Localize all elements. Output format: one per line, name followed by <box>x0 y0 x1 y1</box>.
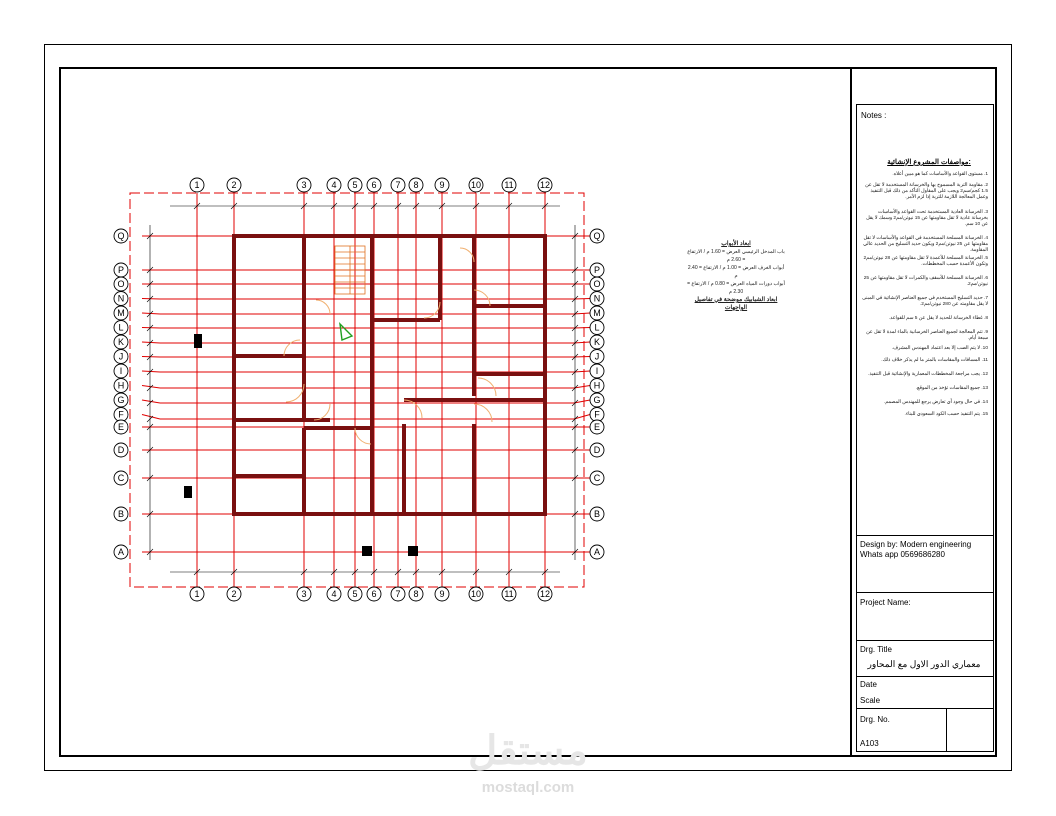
grid-bubble-top-label: 7 <box>395 180 401 191</box>
column-symbol <box>408 546 418 556</box>
entry-marker <box>340 324 352 340</box>
grid-bubble-top-label: 6 <box>371 180 377 191</box>
grid-bubble-left-label: C <box>117 473 125 484</box>
note-item: 2. مقاومة التربة المسموح بها والخرسانة المستخدمة لا تقل عن 1.5 كجم/سم2 ويجب على المقاول التأكد من ذلك قبل التنفيذ وعمل المعالجة اللازمة للتربة إذا لزم الأمر. <box>865 183 988 200</box>
note-item: 4. الخرسانة المسلحة المستخدمة في القواعد والأساسات لا تقل مقاومتها عن 25 نيوتن/مم2 ويكون حديد التسليح من الحديد عالي المقاومة. <box>863 236 988 253</box>
grid-bubble-right-label: I <box>595 366 599 377</box>
project-name-label: Project Name: <box>860 598 911 607</box>
grid-bubble-right-label: J <box>594 351 600 362</box>
note-item: 10. لا يتم الصب إلا بعد اعتماد المهندس المشرف. <box>891 346 988 351</box>
grid-bubble-right-label: L <box>594 322 600 333</box>
legend-line: أبواب دورات المياه العرض = 0.80 م / الارتفاع = 2.30 م <box>687 281 785 295</box>
note-item: 8. غطاء الخرسانة للحديد لا يقل عن 5 سم للقواعد. <box>888 316 988 321</box>
grid-bubble-bottom-label: 5 <box>352 589 358 600</box>
grid-leader <box>142 400 160 403</box>
grid-leader <box>574 328 590 329</box>
grid-bubble-top-label: 11 <box>504 180 514 191</box>
legend-line: أبواب الغرف العرض = 1.00 م / الارتفاع = 2.40 م <box>687 265 785 279</box>
door-swing <box>286 384 304 402</box>
grid-leader <box>574 299 590 300</box>
grid-bubble-bottom-label: 1 <box>194 589 200 600</box>
column-symbol <box>194 334 202 348</box>
grid-bubble-left-label: I <box>119 366 123 377</box>
note-item: 13. جميع المقاسات تؤخذ من الموقع. <box>915 386 988 391</box>
grid-bubble-right-label: E <box>593 422 601 433</box>
grid-bubble-right-label: P <box>593 265 601 276</box>
door-swing <box>284 340 300 356</box>
grid-bubble-top-label: 2 <box>231 180 237 191</box>
note-item: 14. في حال وجود أي تعارض يرجع للمهندس المصمم. <box>883 400 988 405</box>
grid-bubble-top-label: 3 <box>301 180 307 191</box>
note-item: 1. مستوى القواعد والأساسات كما هو مبين أعلاه. <box>892 172 988 177</box>
grid-bubble-left-label: G <box>117 395 125 406</box>
grid-bubble-right-label: F <box>594 409 600 420</box>
note-item: 9. تتم المعالجة لجميع العناصر الخرسانية بالماء لمدة لا تقل عن سبعة أيام. <box>866 330 988 341</box>
grid-bubble-left-label: J <box>118 351 124 362</box>
grid-bubble-right-label: D <box>593 445 601 456</box>
note-item: 3. الخرسانة العادية المستخدمة تحت القواعد والأساسات بخرسانة عادية لا تقل مقاومتها عن 15 نيوتن/مم2 وسمك لا يقل عن 10 سم. <box>866 210 988 227</box>
grid-bubble-top-label: 5 <box>352 180 358 191</box>
grid-bubble-right-label: B <box>593 509 601 520</box>
grid-bubble-left-label: O <box>117 279 125 290</box>
grid-bubble-bottom-label: 7 <box>395 589 401 600</box>
grid-bubble-left-label: L <box>118 322 124 333</box>
drg-no-value: A103 <box>860 739 879 748</box>
grid-bubble-left-label: H <box>117 380 125 391</box>
grid-bubble-left-label: B <box>117 509 125 520</box>
drg-no-label: Drg. No. <box>860 715 890 724</box>
grid-bubble-bottom-label: 8 <box>413 589 419 600</box>
grid-leader <box>574 342 590 343</box>
grid-bubble-right-label: C <box>593 473 601 484</box>
grid-bubble-right-label: A <box>593 547 601 558</box>
design-by: Design by: Modern engineering <box>860 540 972 549</box>
note-item: 11. المسافات والمقاسات بالمتر ما لم يذكر خلاف ذلك. <box>881 358 988 363</box>
note-item: 6. الخرسانة المسلحة للأسقف والكمرات لا تقل مقاومتها عن 25 نيوتن/مم2. <box>863 276 988 287</box>
grid-bubble-top-label: 12 <box>539 180 551 191</box>
door-swing <box>314 404 330 420</box>
watermark-logo: مستقل <box>468 729 588 773</box>
grid-bubble-right-label: Q <box>593 231 601 242</box>
grid-bubble-left-label: F <box>118 409 124 420</box>
legend-line: باب المدخل الرئيسي العرض = 1.60 م / الارتفاع = 2.60 م <box>687 249 785 263</box>
drg-title-value: معماري الدور الاول مع المحاور <box>867 659 981 669</box>
grid-bubble-left-label: Q <box>117 231 125 242</box>
grid-bubble-top-label: 9 <box>439 180 445 191</box>
legend-footer: ابعاد الشبابيك موضحة في تفاصيل الواجهات <box>694 297 778 311</box>
door-swing <box>316 300 330 314</box>
grid-leader <box>142 299 160 300</box>
door-swing <box>478 378 496 396</box>
grid-bubble-top-label: 4 <box>331 180 337 191</box>
door-swing <box>424 302 440 318</box>
grid-bubble-bottom-label: 11 <box>504 589 514 600</box>
note-item: 5. الخرسانة المسلحة للأعمدة لا تقل مقاومتها عن 28 نيوتن/مم2 وتكون الأعمدة حسب المخططات. <box>863 256 988 267</box>
door-swing <box>355 428 371 444</box>
whatsapp-number: Whats app 0569686280 <box>860 550 945 559</box>
grid-bubble-bottom-label: 3 <box>301 589 307 600</box>
grid-bubble-left-label: M <box>117 308 125 319</box>
grid-bubble-right-label: N <box>593 293 601 304</box>
notes-title: Notes : <box>861 111 887 120</box>
grid-bubble-right-label: G <box>593 395 601 406</box>
drg-title-label: Drg. Title <box>860 645 893 654</box>
date-label: Date <box>860 680 877 689</box>
grid-leader <box>574 371 590 372</box>
grid-bubble-bottom-label: 4 <box>331 589 337 600</box>
grid-bubble-right-label: H <box>593 380 601 391</box>
grid-bubble-left-label: K <box>117 337 125 348</box>
grid-bubble-left-label: A <box>117 547 125 558</box>
notes-heading: مواصفات المشروع الإنشائية: <box>887 159 971 166</box>
grid-bubble-right-label: K <box>593 337 601 348</box>
grid-bubble-top-label: 10 <box>470 180 482 191</box>
grid-bubble-bottom-label: 6 <box>371 589 377 600</box>
grid-leader <box>142 328 160 329</box>
grid-bubble-left-label: N <box>117 293 125 304</box>
note-item: 7. حديد التسليح المستخدم في جميع العناصر الإنشائية في المبنى لا يقل مقاومته عن 280 نيوتن/مم2. <box>862 296 988 307</box>
fixtures <box>184 334 418 556</box>
grid-bubble-right-label: M <box>593 308 601 319</box>
watermark-url: mostaql.com <box>481 779 575 796</box>
door-swings <box>284 248 496 444</box>
grid-bubble-left-label: E <box>117 422 125 433</box>
walls <box>234 236 545 514</box>
grid-bubble-left-label: D <box>117 445 125 456</box>
grid-leader <box>574 415 590 420</box>
grid-leader <box>574 357 590 358</box>
column-symbol <box>184 486 192 498</box>
grid-leader <box>574 313 590 314</box>
grid-bubble-top-label: 1 <box>194 180 200 191</box>
note-item: 15. يتم التنفيذ حسب الكود السعودي للبناء. <box>904 412 988 417</box>
grid-bubble-bottom-label: 12 <box>539 589 551 600</box>
grid-bubble-bottom-label: 9 <box>439 589 445 600</box>
note-item: 12. يجب مراجعة المخططات المعمارية والإنشائية قبل التنفيذ. <box>867 372 988 377</box>
grid-bubble-top-label: 8 <box>413 180 419 191</box>
door-swing <box>460 248 474 262</box>
grid-bubble-bottom-label: 2 <box>231 589 237 600</box>
legend-title: ابعاد الأبواب <box>721 241 751 247</box>
grid-bubble-left-label: P <box>117 265 125 276</box>
grid-bubble-bottom-label: 10 <box>470 589 482 600</box>
grid-leader <box>142 357 160 358</box>
grid-bubble-right-label: O <box>593 279 601 290</box>
staircase <box>335 246 365 294</box>
column-symbol <box>362 546 372 556</box>
scale-label: Scale <box>860 696 881 705</box>
